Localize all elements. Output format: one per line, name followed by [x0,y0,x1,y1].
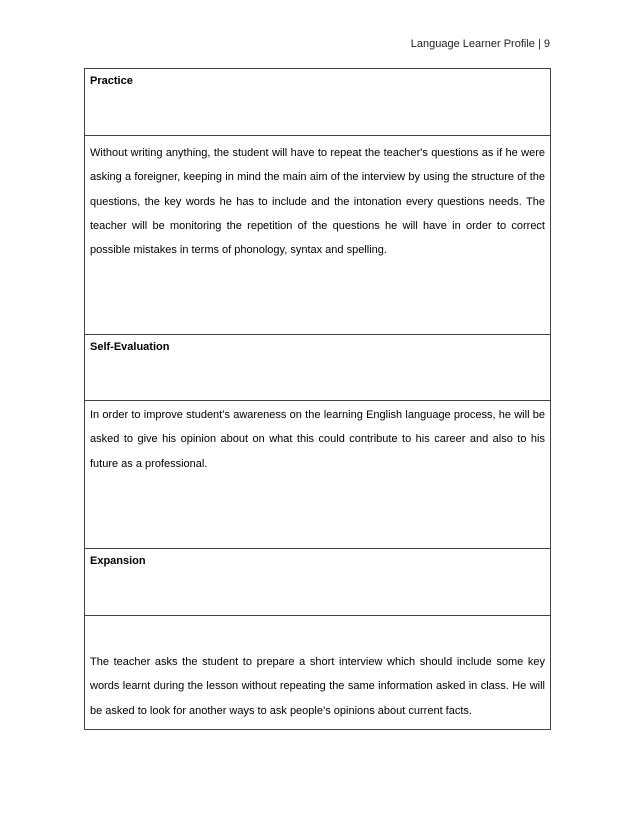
section-heading-row [85,69,550,135]
section-heading-row [85,334,550,400]
section-heading: Expansion [90,555,146,567]
section-body-row [85,135,550,334]
section-heading: Self-Evaluation [90,341,170,353]
section-body: Without writing anything, the student will have to repeat the teacher's questions as if he were asking a foreigner, keeping in mind the main aim of the interview by using the structure of the questions, the key words he has to include and the intonation every questions needs. The teacher will be monitoring the repetition of the questions he will have in order to correct possible mistakes in terms of phonology, syntax and spelling. [90,147,545,257]
lesson-table [84,68,551,730]
section-body-row [85,400,550,548]
page-header: Language Learner Profile | 9 [410,38,550,50]
section-body: In order to improve student’s awareness on the learning English language process, he will be asked to give his opinion about on what this could contribute to his career and also to his future as a professional. [90,409,545,470]
section-body: The teacher asks the student to prepare a short interview which should include some key words learnt during the lesson without repeating the same information asked in class. He will be asked to look for another ways to ask people’s opinions about current facts. [90,656,545,717]
section-body-row [85,615,550,729]
section-heading-row [85,548,550,615]
section-heading: Practice [90,75,133,87]
